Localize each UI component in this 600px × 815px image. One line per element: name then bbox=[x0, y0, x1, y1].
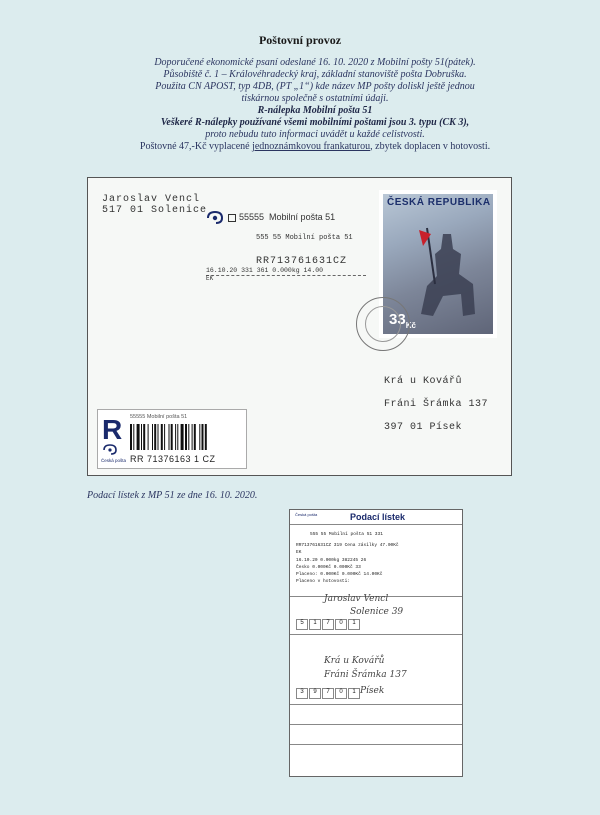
barcode-bar bbox=[192, 424, 193, 450]
barcode-bar bbox=[169, 424, 170, 450]
receipt-line-4: 16.10.20 0.000kg 382245 26 bbox=[296, 558, 367, 563]
postcode-cell: 5 bbox=[296, 619, 308, 630]
receipt-recipient-name: Krá u Kovářů bbox=[324, 656, 385, 666]
receipt-line-5: Česko 0.000Kč 0.000Kč 33 bbox=[296, 565, 361, 570]
barcode-bar bbox=[154, 424, 156, 450]
postcode-cell: 1 bbox=[348, 619, 360, 630]
postcode-cell: 7 bbox=[322, 688, 334, 699]
registration-number: RR713761631CZ bbox=[256, 256, 348, 267]
checkbox-icon bbox=[228, 214, 236, 222]
sender-name: Jaroslav Vencl bbox=[102, 194, 201, 205]
registration-label bbox=[97, 409, 247, 469]
receipt-brand: Česká pošta bbox=[295, 512, 318, 517]
receipt-line-7: Placeno v hotovosti: bbox=[296, 579, 351, 584]
barcode-bar bbox=[177, 424, 178, 450]
mp-line2: 555 55 Mobilní pošta 51 bbox=[256, 234, 353, 242]
para-line-8 bbox=[80, 141, 550, 153]
receipt-sender-name: Jaroslav Vencl bbox=[324, 594, 389, 604]
date-line: 16.10.20 331 361 0.000kg 14.00 bbox=[206, 267, 324, 274]
barcode-bar bbox=[194, 424, 196, 450]
barcode-bar bbox=[171, 424, 173, 450]
postcode-cell: 9 bbox=[309, 688, 321, 699]
postcode-cell: 0 bbox=[335, 688, 347, 699]
receipt-recipient-street: Fráni Šrámka 137 bbox=[324, 670, 407, 680]
barcode-bar bbox=[202, 424, 204, 450]
para-line-8-underlined: jednoznámkovou frankaturou bbox=[252, 141, 371, 152]
barcode-bar bbox=[130, 424, 132, 450]
postcode-cell: 0 bbox=[335, 619, 347, 630]
sender-city: 517 01 Solenice bbox=[102, 205, 208, 216]
barcode bbox=[130, 424, 240, 450]
para-line-5: R-nálepka Mobilní pošta 51 bbox=[257, 105, 373, 116]
para-line-1: Doporučené ekonomické psaní odeslané 16. 10. 2020 z Mobilní pošty 51(pátek). bbox=[154, 57, 476, 68]
postcode-cell: 3 bbox=[296, 688, 308, 699]
receipt-line-6: Placeno: 0.000Kč 0.000Kč 14.00Kč bbox=[296, 572, 383, 577]
receipt-sender-street: Solenice 39 bbox=[350, 607, 404, 617]
stamp-title: ČESKÁ REPUBLIKA bbox=[387, 197, 491, 208]
para-line-2: Působiště č. 1 – Královéhradecký kraj, základní stanoviště pošta Dobruška. bbox=[163, 69, 467, 80]
mp-header bbox=[228, 212, 335, 222]
receipt-title: Podací lístek bbox=[350, 512, 406, 522]
page-title: Poštovní provoz bbox=[258, 33, 342, 47]
barcode-bar bbox=[161, 424, 163, 450]
recipient-address bbox=[384, 370, 488, 439]
barcode-bar bbox=[188, 424, 189, 450]
description-paragraph bbox=[80, 57, 550, 153]
date-line-2: EK bbox=[206, 275, 214, 282]
receipt-recipient-city: Písek bbox=[360, 686, 385, 696]
mp-name: Mobilní pošta 51 bbox=[269, 212, 336, 222]
barcode-bar bbox=[148, 424, 149, 450]
post-horn-icon bbox=[206, 210, 224, 226]
recipient-name: Krá u Kovářů bbox=[384, 376, 463, 387]
para-line-8-a: Poštovné 47,-Kč vyplacené bbox=[139, 141, 253, 152]
receipt-line-1: 555 55 Mobilní pošta 51 331 bbox=[310, 532, 383, 537]
barcode-bar bbox=[181, 424, 184, 450]
receipt-caption: Podací lístek z MP 51 ze dne 16. 10. 2020. bbox=[87, 490, 258, 501]
para-line-3: Použita CN APOST, typ 4DB, (PT „1“) kde název MP pošty doliskl ještě jednou bbox=[155, 81, 475, 92]
post-horn-icon bbox=[103, 444, 117, 456]
barcode-bar bbox=[175, 424, 176, 450]
envelope bbox=[87, 177, 512, 476]
receipt-line-3: EK bbox=[296, 550, 302, 555]
barcode-bar bbox=[133, 424, 134, 450]
divider bbox=[290, 704, 462, 705]
para-line-6: Veškeré R-nálepky používané všemi mobilními poštami jsou 3. typu (CK 3), bbox=[160, 117, 470, 128]
barcode-bar bbox=[164, 424, 165, 450]
recipient-street: Fráni Šrámka 137 bbox=[384, 399, 489, 410]
divider bbox=[290, 524, 462, 525]
postcode-cell: 7 bbox=[322, 619, 334, 630]
barcode-bar bbox=[205, 424, 207, 450]
barcode-bar bbox=[158, 424, 159, 450]
para-line-4: tiskárnou společně s ostatními údaji. bbox=[241, 93, 389, 104]
barcode-bar bbox=[185, 424, 187, 450]
postcode-cell: 1 bbox=[309, 619, 321, 630]
barcode-bar bbox=[141, 424, 142, 450]
sender-address bbox=[102, 194, 207, 216]
barcode-bar bbox=[199, 424, 200, 450]
stamp-value-unit: Kč bbox=[405, 321, 416, 330]
brand-text: Česká pošta bbox=[101, 458, 127, 463]
recipient-city: 397 01 Písek bbox=[384, 422, 463, 433]
rlabel-number: RR 71376163 1 CZ bbox=[130, 454, 216, 464]
divider bbox=[290, 744, 462, 745]
divider bbox=[290, 724, 462, 725]
receipt-line-2: RR713761631CZ 319 Cena zásilky 47.00Kč bbox=[296, 543, 399, 548]
stamp-value-number: 33 bbox=[389, 311, 406, 328]
registered-letter-mark: R bbox=[102, 414, 123, 445]
barcode-bar bbox=[137, 424, 140, 450]
posting-receipt bbox=[289, 509, 463, 777]
barcode-bar bbox=[143, 424, 145, 450]
rlabel-header: 55555 Mobilní pošta 51 bbox=[130, 414, 188, 420]
postmark-cancel bbox=[356, 297, 410, 351]
mp-code: 55555 bbox=[239, 212, 265, 222]
postcode-cell: 1 bbox=[348, 688, 360, 699]
divider bbox=[290, 634, 462, 635]
knight-on-horse-icon bbox=[413, 224, 483, 324]
para-line-8-b: , zbytek doplacen v hotovosti. bbox=[370, 141, 491, 152]
divider bbox=[206, 275, 366, 276]
barcode-bar bbox=[152, 424, 153, 450]
para-line-7: proto nebudu tuto informaci uvádět u každé celistvosti. bbox=[205, 129, 425, 140]
